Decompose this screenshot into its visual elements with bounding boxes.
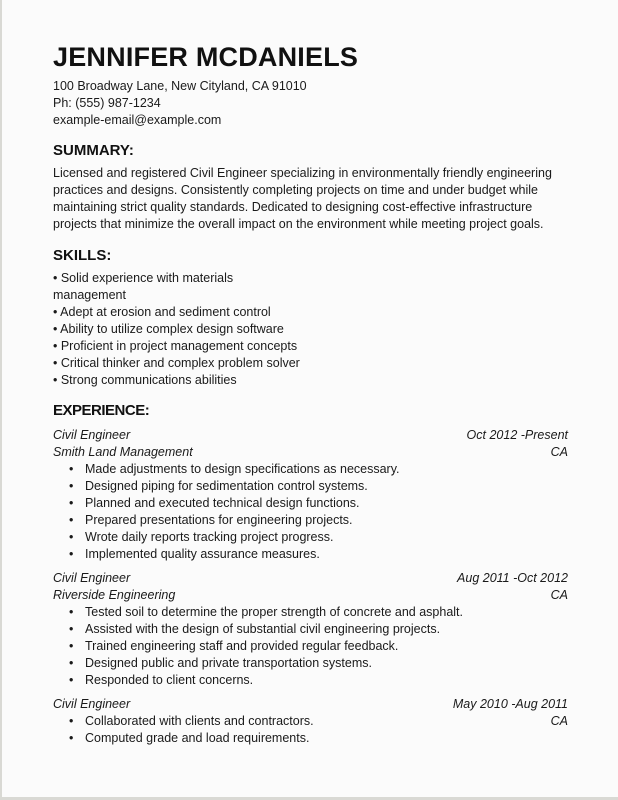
company: Smith Land Management bbox=[53, 445, 193, 459]
job-bullet: • Implemented quality assurance measures. bbox=[53, 546, 568, 563]
experience-heading: EXPERIENCE: bbox=[53, 402, 150, 419]
skill-item: • Critical thinker and complex problem solver bbox=[53, 356, 300, 370]
job-bullet: • Wrote daily reports tracking project progress. bbox=[53, 529, 568, 546]
email: example-email@example.com bbox=[53, 113, 222, 127]
summary-line: practices and designs. Consistently completing projects on time and under budget while bbox=[53, 183, 538, 197]
job-bullet: • Designed piping for sedimentation control systems. bbox=[53, 478, 568, 495]
summary-text bbox=[53, 165, 568, 233]
skills-heading: SKILLS: bbox=[53, 247, 112, 264]
job-bullet: • Computed grade and load requirements. bbox=[53, 730, 568, 747]
skill-item: • Ability to utilize complex design software bbox=[53, 322, 284, 336]
skill-item: • Adept at erosion and sediment control bbox=[53, 305, 271, 319]
skills-list bbox=[53, 270, 568, 389]
job-title: Civil Engineer bbox=[53, 428, 131, 442]
job-bullet: • Designed public and private transportation systems. bbox=[53, 655, 568, 672]
summary-line: maintaining strict quality standards. Dedicated to designing cost-effective infrastructure bbox=[53, 200, 533, 214]
job-title: Civil Engineer bbox=[53, 697, 131, 711]
job-bullet: • Responded to client concerns. bbox=[53, 672, 568, 689]
job-bullet: • Tested soil to determine the proper strength of concrete and asphalt. bbox=[53, 604, 568, 621]
skill-item: management bbox=[53, 288, 126, 302]
contact-info bbox=[53, 78, 568, 129]
job-location: CA bbox=[550, 445, 568, 459]
summary-line: projects that minimize the overall impact on the environment while meeting project goals. bbox=[53, 217, 544, 231]
company: Riverside Engineering bbox=[53, 588, 176, 602]
summary-line: Licensed and registered Civil Engineer specializing in environmentally friendly engineering bbox=[53, 166, 552, 180]
job-title: Civil Engineer bbox=[53, 571, 131, 585]
job-entry bbox=[53, 696, 568, 747]
job-location: CA bbox=[550, 588, 568, 602]
job-bullet: • Made adjustments to design specifications as necessary. bbox=[53, 461, 568, 478]
job-dates: May 2010 -Aug 2011 bbox=[452, 697, 568, 711]
job-entry bbox=[53, 570, 568, 689]
job-bullet: • Collaborated with clients and contractors. bbox=[53, 713, 314, 730]
candidate-name: JENNIFER MCDANIELS bbox=[53, 42, 359, 72]
address: 100 Broadway Lane, New Cityland, CA 91010 bbox=[53, 79, 307, 93]
job-bullet: • Trained engineering staff and provided regular feedback. bbox=[53, 638, 568, 655]
skill-item: • Solid experience with materials bbox=[53, 271, 234, 285]
job-dates: Aug 2011 -Oct 2012 bbox=[457, 571, 568, 585]
phone: Ph: (555) 987-1234 bbox=[53, 96, 161, 110]
resume-page bbox=[2, 0, 618, 797]
job-dates: Oct 2012 -Present bbox=[466, 428, 568, 442]
summary-heading: SUMMARY: bbox=[53, 142, 134, 159]
job-location: CA bbox=[550, 714, 568, 728]
job-bullet: • Assisted with the design of substantial civil engineering projects. bbox=[53, 621, 568, 638]
job-bullet: • Prepared presentations for engineering projects. bbox=[53, 512, 568, 529]
job-entry bbox=[53, 427, 568, 563]
job-bullet: • Planned and executed technical design functions. bbox=[53, 495, 568, 512]
skill-item: • Proficient in project management concepts bbox=[53, 339, 298, 353]
skill-item: • Strong communications abilities bbox=[53, 373, 237, 387]
